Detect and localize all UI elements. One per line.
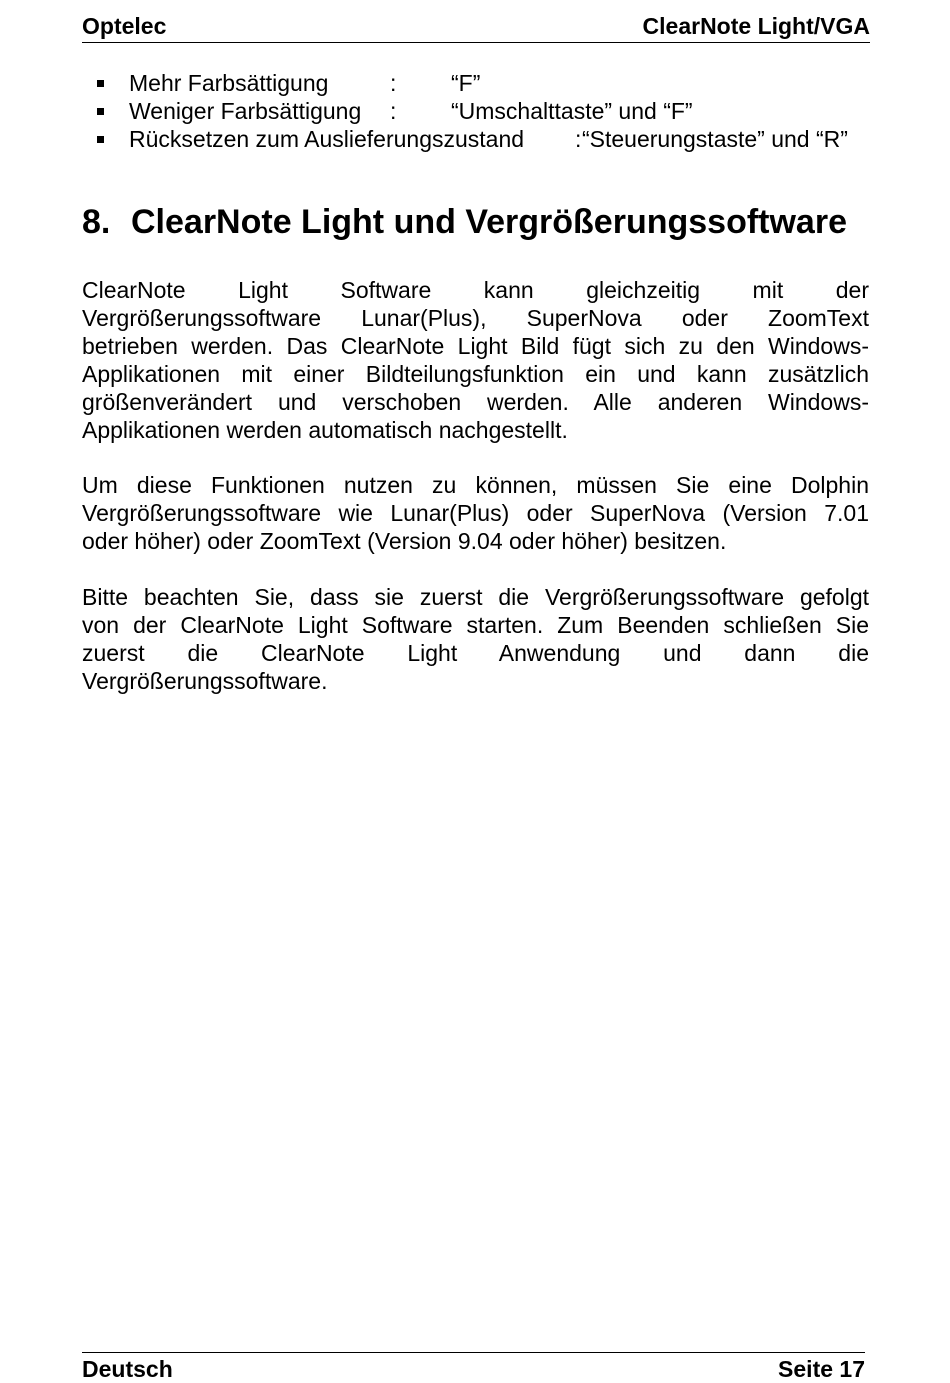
- list-item-value: “F”: [451, 70, 481, 96]
- header-company: Optelec: [82, 13, 167, 39]
- header-product: ClearNote Light/VGA: [642, 13, 870, 39]
- paragraph-requirements: [82, 471, 869, 555]
- paragraph-start-order: [82, 583, 869, 695]
- text-line: Applikationen mit einer Bildteilungsfunktion ein und kann zusätzlich: [82, 361, 869, 387]
- list-item-value: “Steuerungstaste” und “R”: [582, 126, 848, 152]
- text-line: Vergrößerungssoftware.: [82, 668, 328, 694]
- text-line: oder höher) oder ZoomText (Version 9.04 oder höher) besitzen.: [82, 528, 727, 554]
- paragraph-intro: [82, 276, 869, 444]
- page-footer: [82, 1352, 865, 1380]
- text-line: Vergrößerungssoftware wie Lunar(Plus) oder SuperNova (Version 7.01: [82, 500, 869, 526]
- text-line: Bitte beachten Sie, dass sie zuerst die Vergrößerungssoftware gefolgt: [82, 584, 869, 610]
- bullet-square-icon: [97, 136, 104, 143]
- text-line: Um diese Funktionen nutzen zu können, müssen Sie eine Dolphin: [82, 472, 869, 498]
- page-header: [82, 10, 870, 43]
- footer-language: Deutsch: [82, 1356, 173, 1382]
- key-shortcut-list: [97, 69, 877, 153]
- bullet-square-icon: [97, 108, 104, 115]
- list-item: [97, 125, 877, 153]
- list-item: [97, 69, 877, 97]
- text-line: von der ClearNote Light Software starten. Zum Beenden schließen Sie: [82, 612, 869, 638]
- text-line: größenverändert und verschoben werden. Alle anderen Windows-: [82, 389, 869, 415]
- section-title: ClearNote Light und Vergrößerungssoftware: [131, 203, 847, 241]
- list-item-label: Rücksetzen zum Auslieferungszustand: [129, 126, 525, 152]
- list-item-label: Weniger Farbsättigung: [129, 98, 362, 124]
- list-item: [97, 97, 877, 125]
- bullet-square-icon: [97, 80, 104, 87]
- list-item-separator: :: [390, 70, 397, 96]
- section-number: 8.: [82, 203, 111, 241]
- text-line: betrieben werden. Das ClearNote Light Bild fügt sich zu den Windows-: [82, 333, 869, 359]
- text-line: ClearNote Light Software kann gleichzeitig mit der: [82, 277, 869, 303]
- text-line: zuerst die ClearNote Light Anwendung und dann die: [82, 640, 869, 666]
- list-item-label: Mehr Farbsättigung: [129, 70, 329, 96]
- list-item-value: “Umschalttaste” und “F”: [451, 98, 693, 124]
- section-heading: [82, 200, 847, 244]
- list-item-separator: :: [575, 126, 582, 152]
- text-line: Vergrößerungssoftware Lunar(Plus), SuperNova oder ZoomText: [82, 305, 869, 331]
- list-item-separator: :: [390, 98, 397, 124]
- footer-page-number: Seite 17: [778, 1356, 865, 1382]
- text-line: Applikationen werden automatisch nachgestellt.: [82, 417, 568, 443]
